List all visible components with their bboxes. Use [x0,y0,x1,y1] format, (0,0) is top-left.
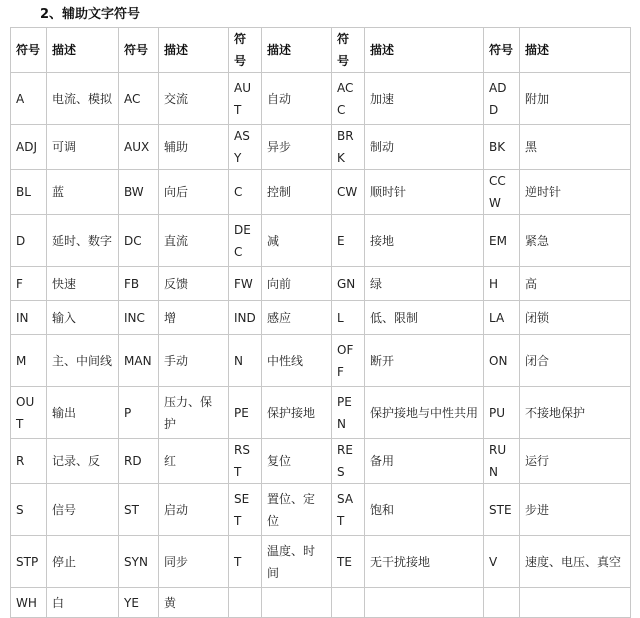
symbol-cell: AUT [229,73,262,125]
description-cell: 不接地保护 [520,387,631,439]
symbol-cell: EM [484,215,520,267]
symbol-cell: WH [11,588,47,618]
description-cell: 快速 [47,267,119,301]
description-cell: 黄 [159,588,229,618]
description-cell: 输入 [47,301,119,335]
table-row [11,170,631,215]
table-row [11,267,631,301]
table-row [11,215,631,267]
symbol-cell: ADJ [11,125,47,170]
table-row [11,335,631,387]
symbol-cell: E [332,215,365,267]
description-cell: 复位 [262,439,332,484]
description-cell: 延时、数字 [47,215,119,267]
symbol-cell: YE [119,588,159,618]
description-cell: 低、限制 [365,301,484,335]
description-cell: 主、中间线 [47,335,119,387]
symbol-cell: PU [484,387,520,439]
symbol-cell: C [229,170,262,215]
description-cell: 停止 [47,536,119,588]
description-cell: 自动 [262,73,332,125]
symbol-cell: T [229,536,262,588]
description-cell: 逆时针 [520,170,631,215]
description-cell: 黑 [520,125,631,170]
description-cell: 信号 [47,484,119,536]
symbol-cell: STP [11,536,47,588]
symbol-cell: CCW [484,170,520,215]
description-cell: 饱和 [365,484,484,536]
description-cell: 增 [159,301,229,335]
description-cell: 保护接地 [262,387,332,439]
symbol-cell: RES [332,439,365,484]
description-cell: 置位、定位 [262,484,332,536]
symbol-cell [332,588,365,618]
symbol-cell: FW [229,267,262,301]
symbol-cell: H [484,267,520,301]
symbol-cell: F [11,267,47,301]
symbol-cell: STE [484,484,520,536]
description-cell: 电流、模拟 [47,73,119,125]
table-row [11,588,631,618]
description-cell: 启动 [159,484,229,536]
description-cell: 温度、时间 [262,536,332,588]
description-cell: 交流 [159,73,229,125]
symbol-cell: INC [119,301,159,335]
description-cell: 制动 [365,125,484,170]
header-cell: 描述 [520,28,631,73]
symbol-cell: MAN [119,335,159,387]
symbol-cell: RST [229,439,262,484]
symbol-cell: D [11,215,47,267]
description-cell: 步进 [520,484,631,536]
description-cell: 断开 [365,335,484,387]
symbol-cell: A [11,73,47,125]
description-cell: 绿 [365,267,484,301]
description-cell: 蓝 [47,170,119,215]
symbol-cell: S [11,484,47,536]
table-row [11,536,631,588]
description-cell: 记录、反 [47,439,119,484]
description-cell: 闭合 [520,335,631,387]
description-cell: 顺时针 [365,170,484,215]
description-cell: 压力、保护 [159,387,229,439]
header-cell: 符号 [484,28,520,73]
symbol-cell: FB [119,267,159,301]
table-row [11,73,631,125]
table-header-row [11,28,631,73]
symbol-cell: IN [11,301,47,335]
symbol-cell: P [119,387,159,439]
description-cell: 手动 [159,335,229,387]
header-cell: 描述 [262,28,332,73]
symbol-cell: R [11,439,47,484]
description-cell: 输出 [47,387,119,439]
description-cell: 向后 [159,170,229,215]
table-row [11,484,631,536]
symbol-cell: SYN [119,536,159,588]
description-cell: 反馈 [159,267,229,301]
description-cell: 同步 [159,536,229,588]
description-cell: 异步 [262,125,332,170]
description-cell [365,588,484,618]
symbol-cell: OFF [332,335,365,387]
description-cell: 闭锁 [520,301,631,335]
description-cell [262,588,332,618]
symbol-cell: AC [119,73,159,125]
description-cell: 白 [47,588,119,618]
description-cell: 紧急 [520,215,631,267]
description-cell: 红 [159,439,229,484]
symbol-cell: SET [229,484,262,536]
symbol-cell: BL [11,170,47,215]
symbol-cell: L [332,301,365,335]
table-row [11,439,631,484]
section-title: 2、辅助文字符号 [40,7,141,22]
header-cell: 描述 [159,28,229,73]
header-cell: 描述 [47,28,119,73]
symbol-cell [229,588,262,618]
description-cell: 保护接地与中性共用 [365,387,484,439]
symbol-cell: RD [119,439,159,484]
symbol-cell: V [484,536,520,588]
symbol-cell [484,588,520,618]
symbol-cell: ADD [484,73,520,125]
symbol-cell: OUT [11,387,47,439]
symbol-table [10,27,631,618]
description-cell: 直流 [159,215,229,267]
description-cell: 高 [520,267,631,301]
table-row [11,125,631,170]
header-cell: 符号 [119,28,159,73]
symbol-cell: RUN [484,439,520,484]
header-cell: 符号 [11,28,47,73]
description-cell: 辅助 [159,125,229,170]
symbol-cell: SAT [332,484,365,536]
symbol-cell: M [11,335,47,387]
header-cell: 符号 [332,28,365,73]
description-cell [520,588,631,618]
description-cell: 可调 [47,125,119,170]
symbol-cell: IND [229,301,262,335]
symbol-cell: ON [484,335,520,387]
symbol-cell: AUX [119,125,159,170]
symbol-cell: PEN [332,387,365,439]
table-row [11,387,631,439]
symbol-cell: DC [119,215,159,267]
symbol-cell: BRK [332,125,365,170]
symbol-cell: ST [119,484,159,536]
header-cell: 描述 [365,28,484,73]
description-cell: 无干扰接地 [365,536,484,588]
symbol-cell: TE [332,536,365,588]
symbol-cell: PE [229,387,262,439]
symbol-cell: DEC [229,215,262,267]
symbol-cell: N [229,335,262,387]
description-cell: 减 [262,215,332,267]
symbol-cell: ASY [229,125,262,170]
description-cell: 速度、电压、真空 [520,536,631,588]
description-cell: 运行 [520,439,631,484]
table-row [11,301,631,335]
header-cell: 符号 [229,28,262,73]
symbol-cell: BK [484,125,520,170]
description-cell: 控制 [262,170,332,215]
description-cell: 加速 [365,73,484,125]
symbol-cell: BW [119,170,159,215]
description-cell: 备用 [365,439,484,484]
symbol-cell: LA [484,301,520,335]
description-cell: 感应 [262,301,332,335]
symbol-cell: GN [332,267,365,301]
description-cell: 向前 [262,267,332,301]
description-cell: 中性线 [262,335,332,387]
symbol-cell: ACC [332,73,365,125]
description-cell: 接地 [365,215,484,267]
description-cell: 附加 [520,73,631,125]
symbol-cell: CW [332,170,365,215]
